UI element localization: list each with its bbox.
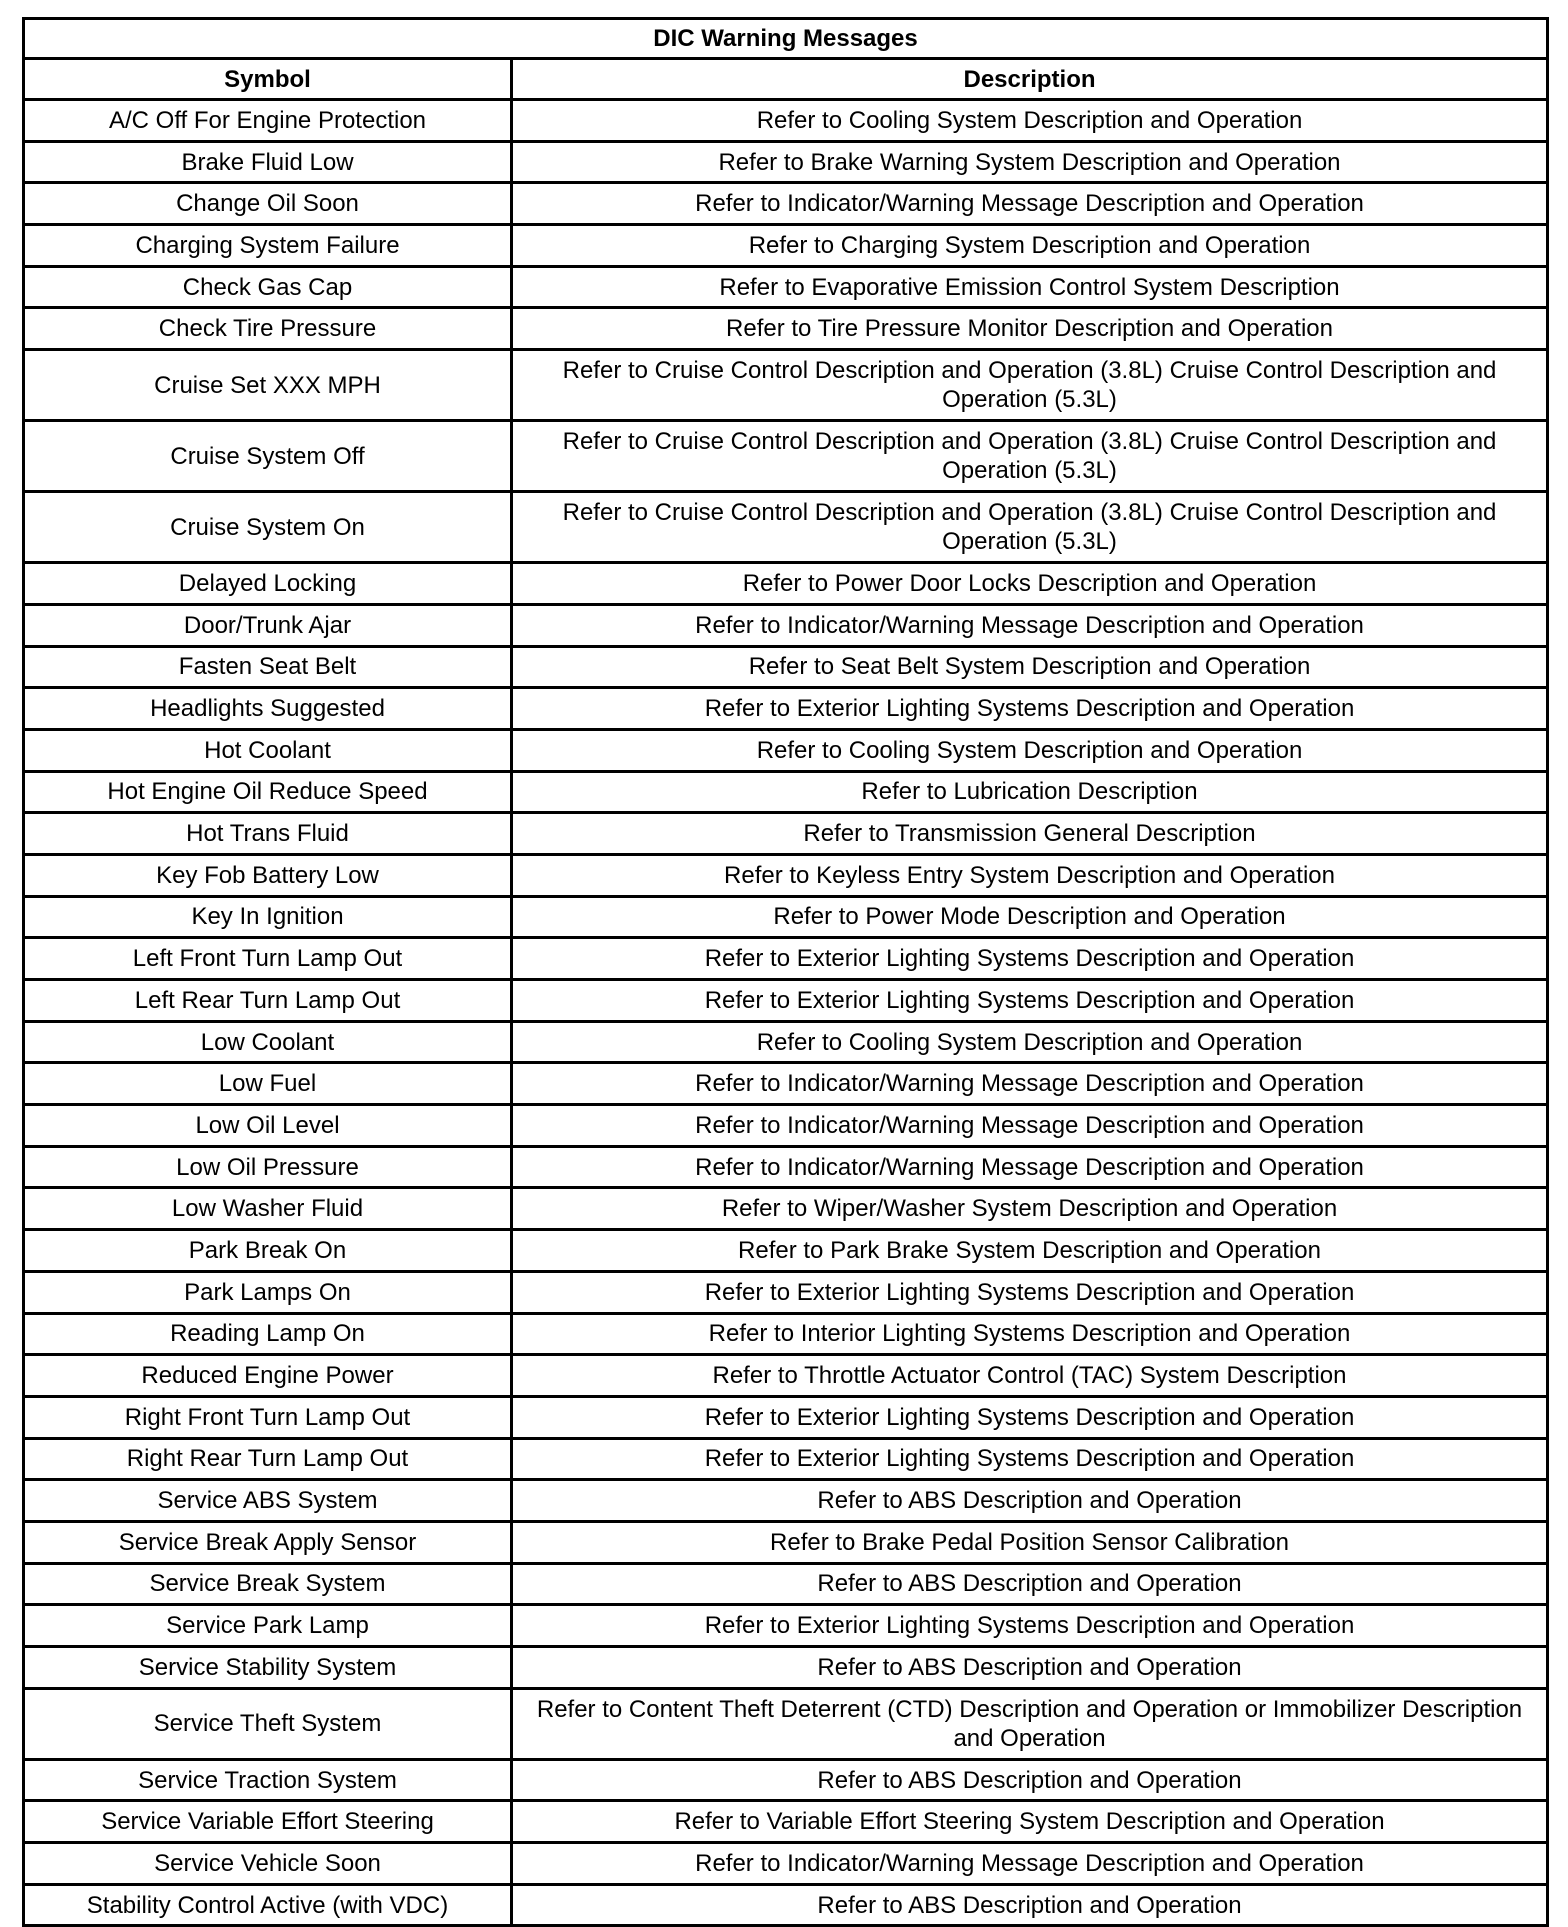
symbol-cell: Key Fob Battery Low xyxy=(24,854,512,896)
description-cell: Refer to Indicator/Warning Message Description and Operation xyxy=(512,1146,1548,1188)
symbol-cell: Door/Trunk Ajar xyxy=(24,604,512,646)
symbol-cell: Service Traction System xyxy=(24,1759,512,1801)
symbol-cell: Low Fuel xyxy=(24,1063,512,1105)
description-cell: Refer to Indicator/Warning Message Description and Operation xyxy=(512,1105,1548,1147)
symbol-cell: Service ABS System xyxy=(24,1480,512,1522)
table-body xyxy=(24,100,1548,1926)
symbol-cell: Cruise Set XXX MPH xyxy=(24,350,512,421)
table-row xyxy=(24,183,1548,225)
table-row xyxy=(24,646,1548,688)
symbol-cell: Park Lamps On xyxy=(24,1271,512,1313)
description-cell: Refer to Interior Lighting Systems Description and Operation xyxy=(512,1313,1548,1355)
description-cell: Refer to Indicator/Warning Message Description and Operation xyxy=(512,183,1548,225)
symbol-cell: Hot Coolant xyxy=(24,729,512,771)
description-cell: Refer to Variable Effort Steering System Description and Operation xyxy=(512,1801,1548,1843)
table-row xyxy=(24,1801,1548,1843)
symbol-cell: Headlights Suggested xyxy=(24,688,512,730)
description-cell: Refer to Exterior Lighting Systems Description and Operation xyxy=(512,938,1548,980)
description-cell: Refer to Indicator/Warning Message Description and Operation xyxy=(512,1843,1548,1885)
symbol-cell: Service Vehicle Soon xyxy=(24,1843,512,1885)
description-cell: Refer to Lubrication Description xyxy=(512,771,1548,813)
description-cell: Refer to ABS Description and Operation xyxy=(512,1759,1548,1801)
description-cell: Refer to ABS Description and Operation xyxy=(512,1884,1548,1926)
symbol-cell: Key In Ignition xyxy=(24,896,512,938)
description-cell: Refer to Cooling System Description and Operation xyxy=(512,729,1548,771)
table-row xyxy=(24,1396,1548,1438)
description-cell: Refer to Throttle Actuator Control (TAC) System Description xyxy=(512,1355,1548,1397)
symbol-cell: Service Break Apply Sensor xyxy=(24,1521,512,1563)
symbol-cell: Low Oil Pressure xyxy=(24,1146,512,1188)
description-cell: Refer to ABS Description and Operation xyxy=(512,1480,1548,1522)
table-row xyxy=(24,141,1548,183)
description-cell: Refer to Transmission General Description xyxy=(512,813,1548,855)
description-cell: Refer to Exterior Lighting Systems Description and Operation xyxy=(512,1438,1548,1480)
description-cell: Refer to Power Door Locks Description and Operation xyxy=(512,563,1548,605)
table-row xyxy=(24,1355,1548,1397)
description-cell: Refer to Charging System Description and Operation xyxy=(512,225,1548,267)
table-row xyxy=(24,100,1548,142)
symbol-cell: Delayed Locking xyxy=(24,563,512,605)
description-cell: Refer to Indicator/Warning Message Description and Operation xyxy=(512,1063,1548,1105)
description-cell: Refer to Tire Pressure Monitor Description and Operation xyxy=(512,308,1548,350)
table-row xyxy=(24,1563,1548,1605)
table-row xyxy=(24,1647,1548,1689)
table-row xyxy=(24,854,1548,896)
description-cell: Refer to Cruise Control Description and Operation (3.8L) Cruise Control Description and Operation (5.3L) xyxy=(512,350,1548,421)
table-row xyxy=(24,1063,1548,1105)
symbol-cell: Service Stability System xyxy=(24,1647,512,1689)
description-cell: Refer to Exterior Lighting Systems Description and Operation xyxy=(512,980,1548,1022)
table-row xyxy=(24,563,1548,605)
description-column-header: Description xyxy=(512,59,1548,100)
table-row xyxy=(24,896,1548,938)
table-row xyxy=(24,1146,1548,1188)
symbol-cell: Hot Engine Oil Reduce Speed xyxy=(24,771,512,813)
symbol-cell: Check Tire Pressure xyxy=(24,308,512,350)
description-cell: Refer to Exterior Lighting Systems Description and Operation xyxy=(512,688,1548,730)
description-cell: Refer to Wiper/Washer System Description and Operation xyxy=(512,1188,1548,1230)
symbol-cell: Reduced Engine Power xyxy=(24,1355,512,1397)
table-row xyxy=(24,1759,1548,1801)
symbol-cell: Right Front Turn Lamp Out xyxy=(24,1396,512,1438)
symbol-cell: Stability Control Active (with VDC) xyxy=(24,1884,512,1926)
symbol-cell: Fasten Seat Belt xyxy=(24,646,512,688)
symbol-cell: Left Rear Turn Lamp Out xyxy=(24,980,512,1022)
table-title-row xyxy=(24,19,1548,59)
table-row xyxy=(24,492,1548,563)
table-row xyxy=(24,1313,1548,1355)
symbol-cell: Check Gas Cap xyxy=(24,266,512,308)
description-cell: Refer to Evaporative Emission Control System Description xyxy=(512,266,1548,308)
description-cell: Refer to Content Theft Deterrent (CTD) Description and Operation or Immobilizer Description and Operation xyxy=(512,1688,1548,1759)
dic-warning-messages-table xyxy=(22,17,1549,1927)
symbol-cell: Change Oil Soon xyxy=(24,183,512,225)
symbol-cell: Left Front Turn Lamp Out xyxy=(24,938,512,980)
description-cell: Refer to Park Brake System Description and Operation xyxy=(512,1230,1548,1272)
table-row xyxy=(24,1688,1548,1759)
table-row xyxy=(24,1021,1548,1063)
symbol-cell: Cruise System On xyxy=(24,492,512,563)
table-row xyxy=(24,729,1548,771)
description-cell: Refer to Cooling System Description and Operation xyxy=(512,100,1548,142)
symbol-cell: Park Break On xyxy=(24,1230,512,1272)
table-row xyxy=(24,938,1548,980)
table-row xyxy=(24,266,1548,308)
table-row xyxy=(24,604,1548,646)
symbol-cell: Low Coolant xyxy=(24,1021,512,1063)
symbol-cell: Cruise System Off xyxy=(24,421,512,492)
symbol-cell: Reading Lamp On xyxy=(24,1313,512,1355)
table-row xyxy=(24,1521,1548,1563)
description-cell: Refer to Exterior Lighting Systems Description and Operation xyxy=(512,1271,1548,1313)
table-header-row xyxy=(24,59,1548,100)
symbol-cell: Right Rear Turn Lamp Out xyxy=(24,1438,512,1480)
table-row xyxy=(24,1271,1548,1313)
table-title: DIC Warning Messages xyxy=(24,19,1548,59)
description-cell: Refer to Exterior Lighting Systems Description and Operation xyxy=(512,1605,1548,1647)
table-row xyxy=(24,1105,1548,1147)
description-cell: Refer to Cruise Control Description and Operation (3.8L) Cruise Control Description and Operation (5.3L) xyxy=(512,492,1548,563)
symbol-cell: Service Park Lamp xyxy=(24,1605,512,1647)
description-cell: Refer to Seat Belt System Description and Operation xyxy=(512,646,1548,688)
description-cell: Refer to Keyless Entry System Description and Operation xyxy=(512,854,1548,896)
description-cell: Refer to Cruise Control Description and Operation (3.8L) Cruise Control Description and Operation (5.3L) xyxy=(512,421,1548,492)
table-row xyxy=(24,308,1548,350)
table-row xyxy=(24,1188,1548,1230)
symbol-cell: Hot Trans Fluid xyxy=(24,813,512,855)
table-row xyxy=(24,1480,1548,1522)
table-row xyxy=(24,1605,1548,1647)
symbol-cell: Low Oil Level xyxy=(24,1105,512,1147)
table-row xyxy=(24,225,1548,267)
description-cell: Refer to ABS Description and Operation xyxy=(512,1647,1548,1689)
description-cell: Refer to ABS Description and Operation xyxy=(512,1563,1548,1605)
description-cell: Refer to Exterior Lighting Systems Description and Operation xyxy=(512,1396,1548,1438)
symbol-cell: A/C Off For Engine Protection xyxy=(24,100,512,142)
table-row xyxy=(24,1230,1548,1272)
description-cell: Refer to Brake Warning System Description and Operation xyxy=(512,141,1548,183)
symbol-cell: Charging System Failure xyxy=(24,225,512,267)
symbol-cell: Service Break System xyxy=(24,1563,512,1605)
symbol-cell: Service Theft System xyxy=(24,1688,512,1759)
table-row xyxy=(24,1438,1548,1480)
table-row xyxy=(24,421,1548,492)
description-cell: Refer to Power Mode Description and Operation xyxy=(512,896,1548,938)
table-row xyxy=(24,980,1548,1022)
table-row xyxy=(24,688,1548,730)
table-row xyxy=(24,1843,1548,1885)
description-cell: Refer to Cooling System Description and Operation xyxy=(512,1021,1548,1063)
table-row xyxy=(24,350,1548,421)
description-cell: Refer to Brake Pedal Position Sensor Calibration xyxy=(512,1521,1548,1563)
table-row xyxy=(24,771,1548,813)
symbol-cell: Service Variable Effort Steering xyxy=(24,1801,512,1843)
symbol-cell: Brake Fluid Low xyxy=(24,141,512,183)
table-row xyxy=(24,813,1548,855)
description-cell: Refer to Indicator/Warning Message Description and Operation xyxy=(512,604,1548,646)
symbol-cell: Low Washer Fluid xyxy=(24,1188,512,1230)
symbol-column-header: Symbol xyxy=(24,59,512,100)
